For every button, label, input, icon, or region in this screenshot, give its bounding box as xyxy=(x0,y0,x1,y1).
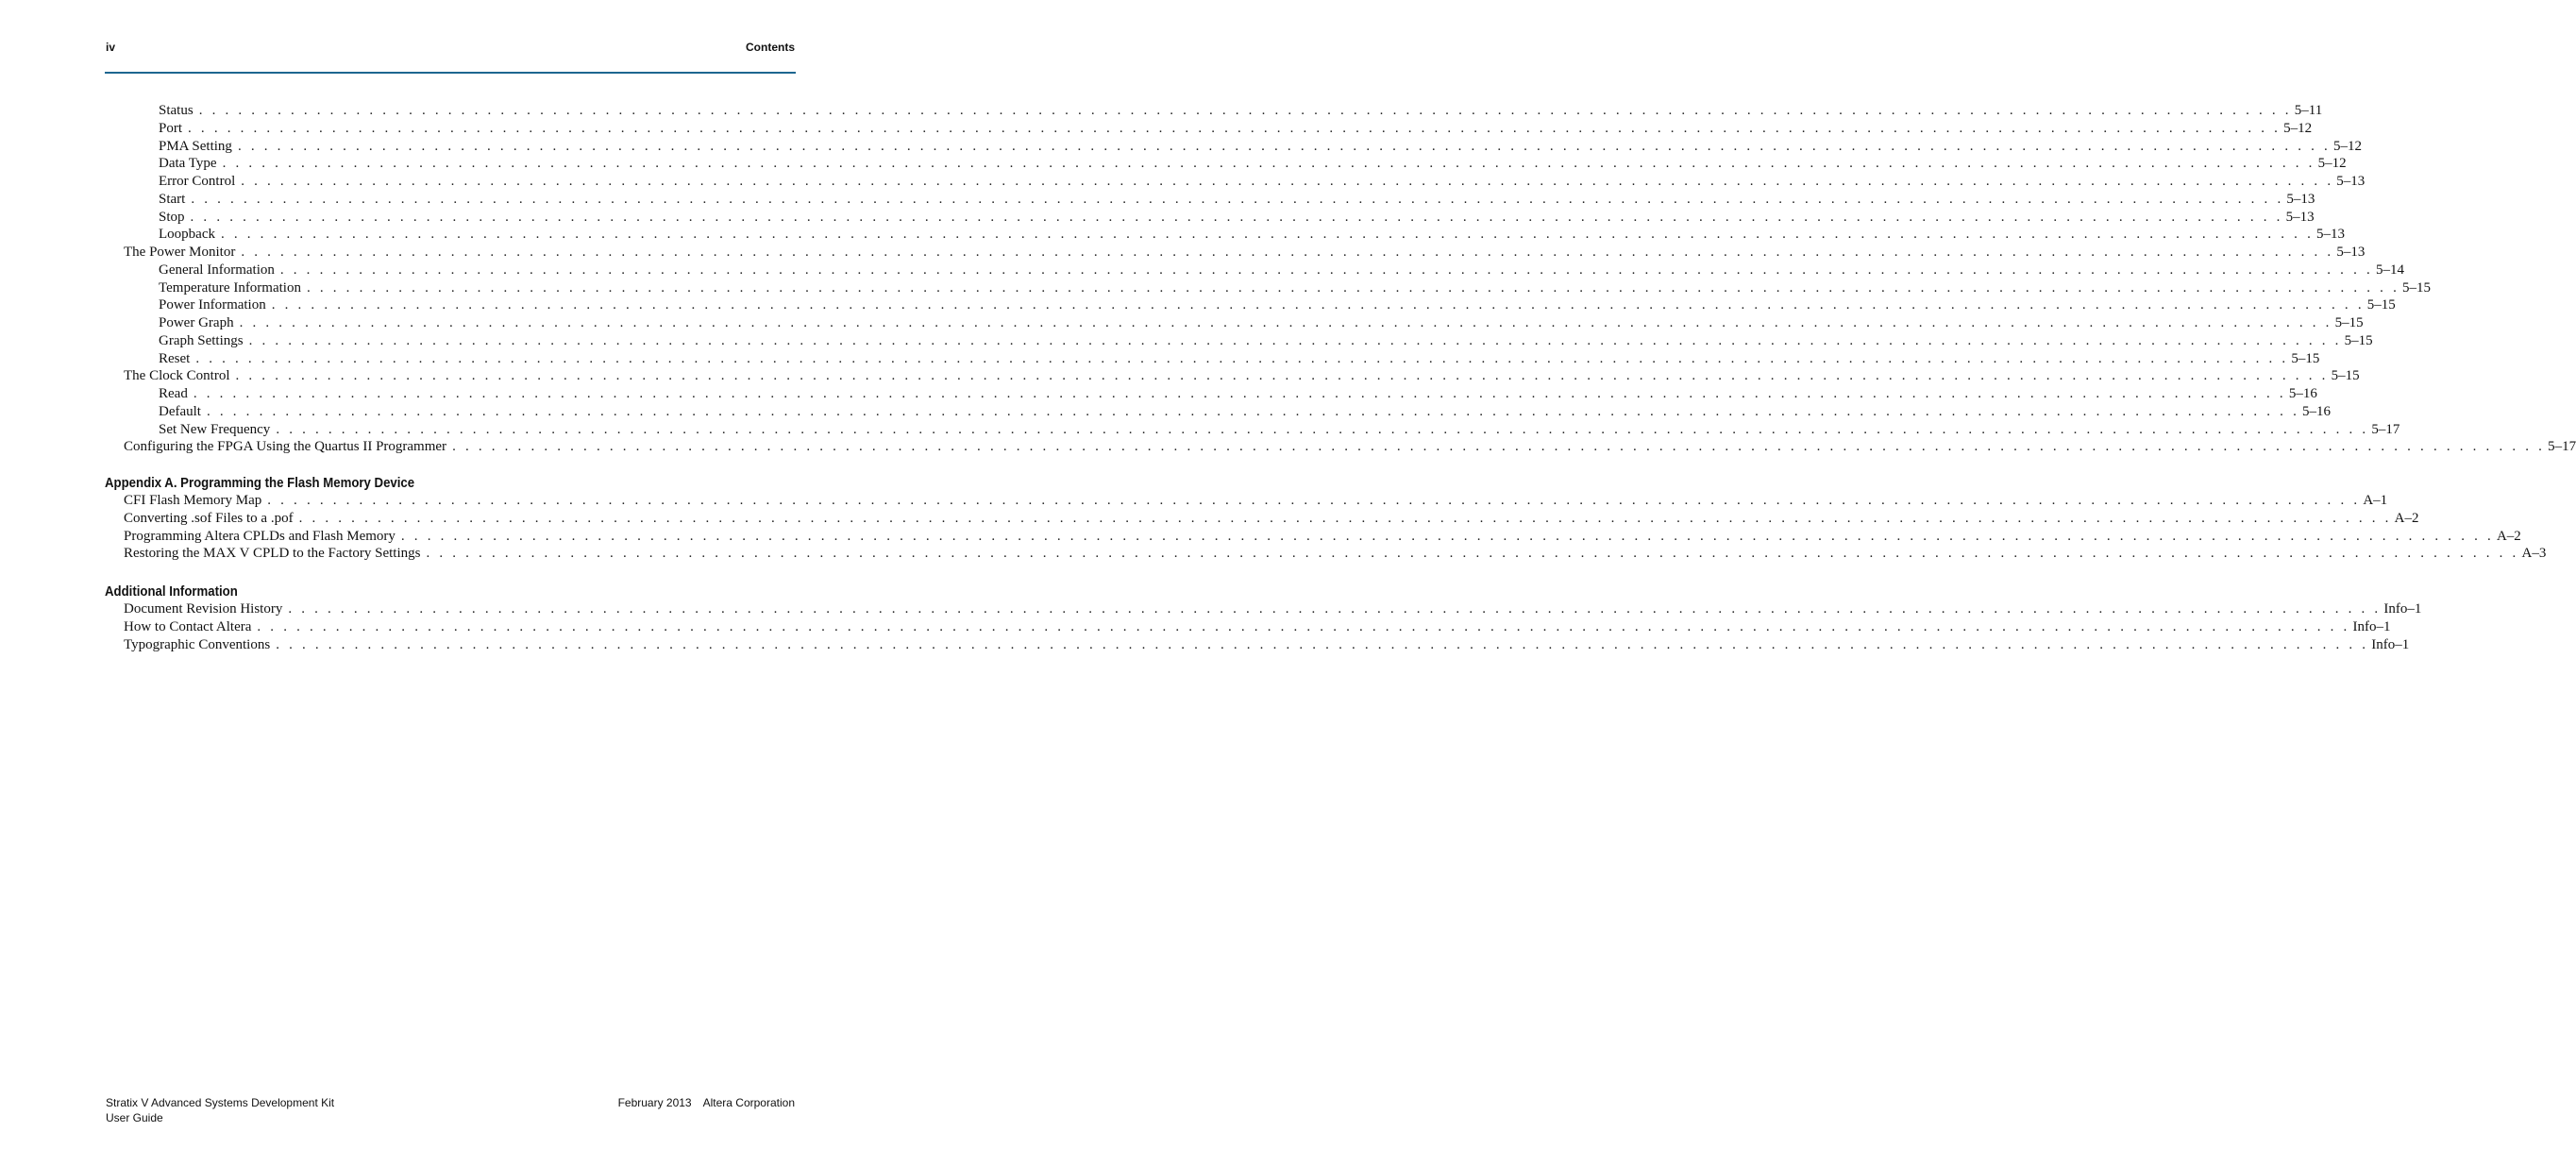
footer-company: Altera Corporation xyxy=(702,1096,795,1109)
toc-dot-leader: . . . . . . . . . . . . . . . . . . . . . . . . . . . . . . . . . . . . . . . . . . . . . . . . . . . . . . . . . . . . . . . . . . . . . . . . . . . . . . . . . . . . . . . . . . . . . . . . . . . . . . . . . . . . . . . . . . . . . . . . . . . . . . . . . . . . . . . . . . . . . . . . . . . . . . . . . . . . . . . . xyxy=(288,601,2382,617)
toc-entry[interactable] xyxy=(105,314,2364,332)
appendix-a-entries xyxy=(105,492,2547,563)
toc-entry-page: 5–11 xyxy=(2294,103,2323,118)
toc-entry-page: Info–1 xyxy=(2371,636,2410,652)
toc-dot-leader: . . . . . . . . . . . . . . . . . . . . . . . . . . . . . . . . . . . . . . . . . . . . . . . . . . . . . . . . . . . . . . . . . . . . . . . . . . . . . . . . . . . . . . . . . . . . . . . . . . . . . . . . . . . . . . . . . . . . . . . . . . . . . . . . . . . . . . . . . . . . . . . . . . . . . . . . . . . . . . . . xyxy=(267,493,2361,508)
toc-entry-title: Reset xyxy=(159,350,191,366)
toc-entry[interactable] xyxy=(105,403,2332,421)
toc-entry-title: Read xyxy=(159,386,188,401)
toc-dot-leader: . . . . . . . . . . . . . . . . . . . . . . . . . . . . . . . . . . . . . . . . . . . . . . . . . . . . . . . . . . . . . . . . . . . . . . . . . . . . . . . . . . . . . . . . . . . . . . . . . . . . . . . . . . . . . . . . . . . . . . . . . . . . . . . . . . . . . . . . . . . . . . . . . . . . . . . . . . . . . . . . xyxy=(276,421,2369,437)
toc-entry-title: Typographic Conventions xyxy=(124,636,271,652)
toc-entry-title: Status xyxy=(159,103,194,118)
toc-dot-leader: . . . . . . . . . . . . . . . . . . . . . . . . . . . . . . . . . . . . . . . . . . . . . . . . . . . . . . . . . . . . . . . . . . . . . . . . . . . . . . . . . . . . . . . . . . . . . . . . . . . . . . . . . . . . . . . . . . . . . . . . . . . . . . . . . . . . . . . . . . . . . . . . . . . . . . . . . . . . . . . . xyxy=(306,279,2400,296)
toc-dot-leader: . . . . . . . . . . . . . . . . . . . . . . . . . . . . . . . . . . . . . . . . . . . . . . . . . . . . . . . . . . . . . . . . . . . . . . . . . . . . . . . . . . . . . . . . . . . . . . . . . . . . . . . . . . . . . . . . . . . . . . . . . . . . . . . . . . . . . . . . . . . . . . . . . . . . . . . . . . . . . . . . xyxy=(239,315,2332,330)
toc-dot-leader: . . . . . . . . . . . . . . . . . . . . . . . . . . . . . . . . . . . . . . . . . . . . . . . . . . . . . . . . . . . . . . . . . . . . . . . . . . . . . . . . . . . . . . . . . . . . . . . . . . . . . . . . . . . . . . . . . . . . . . . . . . . . . . . . . . . . . . . . . . . . . . . . . . . . . . . . . . . . . . . . xyxy=(241,174,2334,189)
toc-entry-page: 5–13 xyxy=(2336,245,2366,260)
toc-entry-page: 5–12 xyxy=(2333,138,2362,154)
toc-entry[interactable] xyxy=(105,618,2391,636)
footer-document-title: Stratix V Advanced Systems Development Kit xyxy=(106,1096,335,1109)
running-header-section: Contents xyxy=(746,41,795,54)
toc-entry-title: Start xyxy=(159,191,186,207)
toc-dot-leader: . . . . . . . . . . . . . . . . . . . . . . . . . . . . . . . . . . . . . . . . . . . . . . . . . . . . . . . . . . . . . . . . . . . . . . . . . . . . . . . . . . . . . . . . . . . . . . . . . . . . . . . . . . . . . . . . . . . . . . . . . . . . . . . . . . . . . . . . . . . . . . . . . . . . . . . . . . . . . . . . xyxy=(271,297,2365,313)
toc-dot-leader: . . . . . . . . . . . . . . . . . . . . . . . . . . . . . . . . . . . . . . . . . . . . . . . . . . . . . . . . . . . . . . . . . . . . . . . . . . . . . . . . . . . . . . . . . . . . . . . . . . . . . . . . . . . . . . . . . . . . . . . . . . . . . . . . . . . . . . . . . . . . . . . . . . . . . . . . . . . . . . . . xyxy=(241,245,2334,260)
toc-entry-page: 5–13 xyxy=(2336,174,2366,189)
toc-entry-page: A–2 xyxy=(2496,528,2521,544)
toc-entry-page: A–2 xyxy=(2394,510,2419,526)
toc-entry-title: How to Contact Altera xyxy=(124,618,252,634)
toc-entry-title: Data Type xyxy=(159,156,217,172)
toc-entry-title: CFI Flash Memory Map xyxy=(124,493,262,508)
toc-entry-title: Error Control xyxy=(159,174,236,189)
toc-entry[interactable] xyxy=(105,120,2313,138)
toc-dot-leader: . . . . . . . . . . . . . . . . . . . . . . . . . . . . . . . . . . . . . . . . . . . . . . . . . . . . . . . . . . . . . . . . . . . . . . . . . . . . . . . . . . . . . . . . . . . . . . . . . . . . . . . . . . . . . . . . . . . . . . . . . . . . . . . . . . . . . . . . . . . . . . . . . . . . . . . . . . . . . . . . xyxy=(279,262,2373,278)
toc-entry-page: A–1 xyxy=(2363,493,2388,508)
toc-entry-title: General Information xyxy=(159,262,275,278)
toc-entry-title: Power Information xyxy=(159,297,266,313)
toc-entry[interactable] xyxy=(105,173,2366,191)
toc-continued-list xyxy=(105,102,2576,456)
toc-dot-leader: . . . . . . . . . . . . . . . . . . . . . . . . . . . . . . . . . . . . . . . . . . . . . . . . . . . . . . . . . . . . . . . . . . . . . . . . . . . . . . . . . . . . . . . . . . . . . . . . . . . . . . . . . . . . . . . . . . . . . . . . . . . . . . . . . . . . . . . . . . . . . . . . . . . . . . . . . . . . . . . . xyxy=(257,618,2350,634)
footer-document-subtitle: User Guide xyxy=(106,1111,163,1124)
toc-entry[interactable] xyxy=(105,332,2373,350)
toc-dot-leader: . . . . . . . . . . . . . . . . . . . . . . . . . . . . . . . . . . . . . . . . . . . . . . . . . . . . . . . . . . . . . . . . . . . . . . . . . . . . . . . . . . . . . . . . . . . . . . . . . . . . . . . . . . . . . . . . . . . . . . . . . . . . . . . . . . . . . . . . . . . . . . . . . . . . . . . . . . . . . . . . xyxy=(400,528,2494,544)
toc-entry[interactable] xyxy=(105,296,2396,314)
toc-dot-leader: . . . . . . . . . . . . . . . . . . . . . . . . . . . . . . . . . . . . . . . . . . . . . . . . . . . . . . . . . . . . . . . . . . . . . . . . . . . . . . . . . . . . . . . . . . . . . . . . . . . . . . . . . . . . . . . . . . . . . . . . . . . . . . . . . . . . . . . . . . . . . . . . . . . . . . . . . . . . . . . . xyxy=(195,350,2289,366)
toc-entry[interactable] xyxy=(105,155,2347,173)
toc-entry[interactable] xyxy=(105,492,2388,510)
footer-document-info xyxy=(106,1095,334,1125)
appendix-a-heading[interactable]: Appendix A. Programming the Flash Memory Device xyxy=(105,475,415,491)
toc-entry[interactable] xyxy=(105,244,2366,262)
toc-entry-title: Temperature Information xyxy=(159,279,301,296)
toc-dot-leader: . . . . . . . . . . . . . . . . . . . . . . . . . . . . . . . . . . . . . . . . . . . . . . . . . . . . . . . . . . . . . . . . . . . . . . . . . . . . . . . . . . . . . . . . . . . . . . . . . . . . . . . . . . . . . . . . . . . . . . . . . . . . . . . . . . . . . . . . . . . . . . . . . . . . . . . . . . . . . . . . xyxy=(220,227,2315,243)
toc-dot-leader: . . . . . . . . . . . . . . . . . . . . . . . . . . . . . . . . . . . . . . . . . . . . . . . . . . . . . . . . . . . . . . . . . . . . . . . . . . . . . . . . . . . . . . . . . . . . . . . . . . . . . . . . . . . . . . . . . . . . . . . . . . . . . . . . . . . . . . . . . . . . . . . . . . . . . . . . . . . . . . . . xyxy=(193,386,2286,401)
toc-entry[interactable] xyxy=(105,226,2346,244)
toc-dot-leader: . . . . . . . . . . . . . . . . . . . . . . . . . . . . . . . . . . . . . . . . . . . . . . . . . . . . . . . . . . . . . . . . . . . . . . . . . . . . . . . . . . . . . . . . . . . . . . . . . . . . . . . . . . . . . . . . . . . . . . . . . . . . . . . . . . . . . . . . . . . . . . . . . . . . . . . . . . . . . . . . xyxy=(190,209,2283,225)
toc-dot-leader: . . . . . . . . . . . . . . . . . . . . . . . . . . . . . . . . . . . . . . . . . . . . . . . . . . . . . . . . . . . . . . . . . . . . . . . . . . . . . . . . . . . . . . . . . . . . . . . . . . . . . . . . . . . . . . . . . . . . . . . . . . . . . . . . . . . . . . . . . . . . . . . . . . . . . . . . . . . . . . . . xyxy=(298,510,2392,526)
toc-entry-page: 5–16 xyxy=(2288,386,2317,401)
toc-dot-leader: . . . . . . . . . . . . . . . . . . . . . . . . . . . . . . . . . . . . . . . . . . . . . . . . . . . . . . . . . . . . . . . . . . . . . . . . . . . . . . . . . . . . . . . . . . . . . . . . . . . . . . . . . . . . . . . . . . . . . . . . . . . . . . . . . . . . . . . . . . . . . . . . . . . . . . . . . . . . . . . . xyxy=(426,546,2519,562)
toc-dot-leader: . . . . . . . . . . . . . . . . . . . . . . . . . . . . . . . . . . . . . . . . . . . . . . . . . . . . . . . . . . . . . . . . . . . . . . . . . . . . . . . . . . . . . . . . . . . . . . . . . . . . . . . . . . . . . . . . . . . . . . . . . . . . . . . . . . . . . . . . . . . . . . . . . . . . . . . . . . . . . . . . xyxy=(191,191,2284,207)
toc-entry-page: 5–17 xyxy=(2548,439,2576,455)
toc-entry[interactable] xyxy=(105,350,2320,368)
toc-entry-title: Loopback xyxy=(159,227,215,243)
toc-dot-leader: . . . . . . . . . . . . . . . . . . . . . . . . . . . . . . . . . . . . . . . . . . . . . . . . . . . . . . . . . . . . . . . . . . . . . . . . . . . . . . . . . . . . . . . . . . . . . . . . . . . . . . . . . . . . . . . . . . . . . . . . . . . . . . . . . . . . . . . . . . . . . . . . . . . . . . . . . . . . . . . . xyxy=(222,156,2315,172)
toc-entry-page: 5–14 xyxy=(2375,262,2404,278)
additional-information-entries xyxy=(105,600,2422,653)
toc-entry[interactable] xyxy=(105,262,2404,279)
toc-dot-leader: . . . . . . . . . . . . . . . . . . . . . . . . . . . . . . . . . . . . . . . . . . . . . . . . . . . . . . . . . . . . . . . . . . . . . . . . . . . . . . . . . . . . . . . . . . . . . . . . . . . . . . . . . . . . . . . . . . . . . . . . . . . . . . . . . . . . . . . . . . . . . . . . . . . . . . . . . . . . . . . . xyxy=(276,636,2369,652)
toc-entry[interactable] xyxy=(105,438,2576,456)
toc-entry-page: 5–12 xyxy=(2283,120,2313,136)
toc-entry[interactable] xyxy=(105,510,2419,528)
toc-entry-page: 5–15 xyxy=(2291,350,2320,366)
toc-entry-page: 5–13 xyxy=(2286,191,2315,207)
toc-dot-leader: . . . . . . . . . . . . . . . . . . . . . . . . . . . . . . . . . . . . . . . . . . . . . . . . . . . . . . . . . . . . . . . . . . . . . . . . . . . . . . . . . . . . . . . . . . . . . . . . . . . . . . . . . . . . . . . . . . . . . . . . . . . . . . . . . . . . . . . . . . . . . . . . . . . . . . . . . . . . . . . . xyxy=(248,332,2342,348)
footer-publication-info xyxy=(618,1095,795,1110)
toc-entry-page: 5–15 xyxy=(2344,332,2373,348)
footer-date: February 2013 xyxy=(617,1096,692,1109)
appendix-a-section xyxy=(105,474,2547,563)
toc-entry-title: Graph Settings xyxy=(159,332,244,348)
toc-entry-page: 5–13 xyxy=(2285,209,2315,225)
toc-entry[interactable] xyxy=(105,636,2410,654)
toc-dot-leader: . . . . . . . . . . . . . . . . . . . . . . . . . . . . . . . . . . . . . . . . . . . . . . . . . . . . . . . . . . . . . . . . . . . . . . . . . . . . . . . . . . . . . . . . . . . . . . . . . . . . . . . . . . . . . . . . . . . . . . . . . . . . . . . . . . . . . . . . . . . . . . . . . . . . . . . . . . . . . . . . xyxy=(188,120,2281,136)
toc-entry-page: 5–15 xyxy=(2331,368,2360,384)
page-number: iv xyxy=(106,41,116,54)
toc-dot-leader: . . . . . . . . . . . . . . . . . . . . . . . . . . . . . . . . . . . . . . . . . . . . . . . . . . . . . . . . . . . . . . . . . . . . . . . . . . . . . . . . . . . . . . . . . . . . . . . . . . . . . . . . . . . . . . . . . . . . . . . . . . . . . . . . . . . . . . . . . . . . . . . . . . . . . . . . . . . . . . . . xyxy=(206,403,2300,419)
toc-entry-page: 5–15 xyxy=(2366,297,2396,313)
toc-entry[interactable] xyxy=(105,528,2521,546)
toc-entry[interactable] xyxy=(105,209,2315,227)
toc-entry-title: PMA Setting xyxy=(159,138,232,154)
toc-entry-title: Document Revision History xyxy=(124,601,283,617)
additional-information-section xyxy=(105,583,2422,653)
toc-entry-page: 5–12 xyxy=(2317,156,2347,172)
toc-entry-page: 5–15 xyxy=(2334,315,2364,330)
toc-entry-page: 5–15 xyxy=(2402,279,2432,296)
toc-dot-leader: . . . . . . . . . . . . . . . . . . . . . . . . . . . . . . . . . . . . . . . . . . . . . . . . . . . . . . . . . . . . . . . . . . . . . . . . . . . . . . . . . . . . . . . . . . . . . . . . . . . . . . . . . . . . . . . . . . . . . . . . . . . . . . . . . . . . . . . . . . . . . . . . . . . . . . . . . . . . . . . . xyxy=(237,138,2331,154)
toc-entry[interactable] xyxy=(105,600,2422,618)
toc-entry[interactable] xyxy=(105,367,2360,385)
toc-entry-title: Set New Frequency xyxy=(159,421,271,437)
additional-information-heading[interactable]: Additional Information xyxy=(105,583,238,600)
toc-entry[interactable] xyxy=(105,421,2400,439)
toc-entry-title: Programming Altera CPLDs and Flash Memory xyxy=(124,528,396,544)
toc-entry-page: A–3 xyxy=(2521,546,2547,562)
toc-entry-page: Info–1 xyxy=(2352,618,2391,634)
toc-dot-leader: . . . . . . . . . . . . . . . . . . . . . . . . . . . . . . . . . . . . . . . . . . . . . . . . . . . . . . . . . . . . . . . . . . . . . . . . . . . . . . . . . . . . . . . . . . . . . . . . . . . . . . . . . . . . . . . . . . . . . . . . . . . . . . . . . . . . . . . . . . . . . . . . . . . . . . . . . . . . . . . . xyxy=(235,368,2329,384)
toc-entry-title: Stop xyxy=(159,209,185,225)
toc-entry-title: Port xyxy=(159,120,183,136)
toc-entry[interactable] xyxy=(105,279,2432,297)
toc-entry-page: 5–16 xyxy=(2302,403,2332,419)
toc-entry[interactable] xyxy=(105,102,2323,120)
toc-entry-title: Default xyxy=(159,403,201,419)
toc-entry-page: 5–17 xyxy=(2371,421,2400,437)
toc-entry[interactable] xyxy=(105,191,2315,209)
toc-entry[interactable] xyxy=(105,138,2362,156)
toc-entry-page: 5–13 xyxy=(2316,227,2346,243)
toc-entry-title: Power Graph xyxy=(159,315,234,330)
toc-entry-title: Converting .sof Files to a .pof xyxy=(124,510,294,526)
toc-dot-leader: . . . . . . . . . . . . . . . . . . . . . . . . . . . . . . . . . . . . . . . . . . . . . . . . . . . . . . . . . . . . . . . . . . . . . . . . . . . . . . . . . . . . . . . . . . . . . . . . . . . . . . . . . . . . . . . . . . . . . . . . . . . . . . . . . . . . . . . . . . . . . . . . . . . . . . . . . . . . . . . . xyxy=(452,439,2546,455)
toc-entry-title: Restoring the MAX V CPLD to the Factory Settings xyxy=(124,546,421,562)
toc-entry[interactable] xyxy=(105,385,2317,403)
toc-entry-title: Configuring the FPGA Using the Quartus II Programmer xyxy=(124,439,447,455)
toc-entry-title: The Power Monitor xyxy=(124,245,236,260)
toc-dot-leader: . . . . . . . . . . . . . . . . . . . . . . . . . . . . . . . . . . . . . . . . . . . . . . . . . . . . . . . . . . . . . . . . . . . . . . . . . . . . . . . . . . . . . . . . . . . . . . . . . . . . . . . . . . . . . . . . . . . . . . . . . . . . . . . . . . . . . . . . . . . . . . . . . . . . . . . . . . . . . . . . xyxy=(198,103,2292,118)
toc-entry-page: Info–1 xyxy=(2383,601,2422,617)
header-rule xyxy=(105,72,796,74)
toc-entry[interactable] xyxy=(105,545,2547,563)
toc-entry-title: The Clock Control xyxy=(124,368,230,384)
